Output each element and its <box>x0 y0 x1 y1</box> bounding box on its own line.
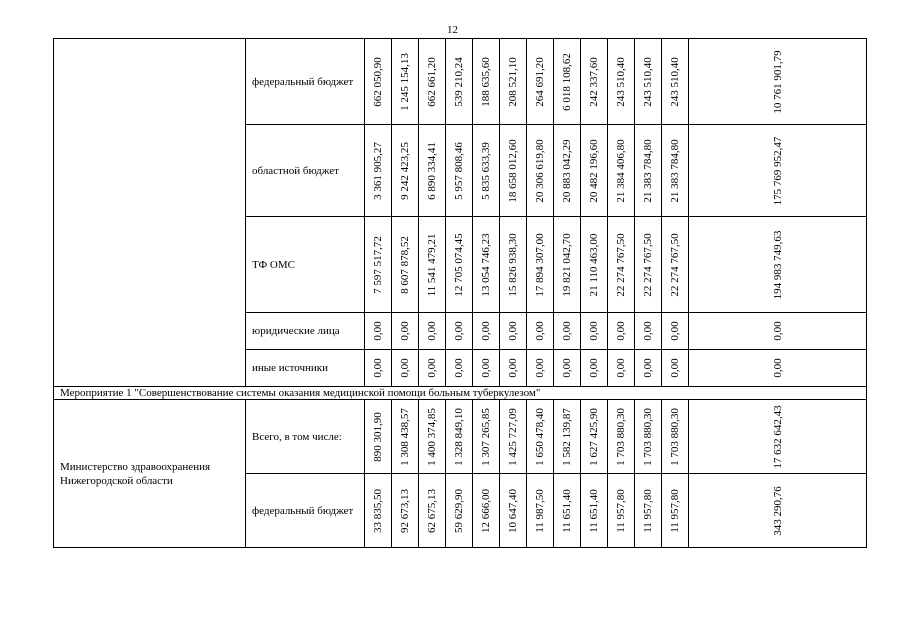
year-value: 208 521,10 <box>507 56 519 107</box>
year-value: 11 651,40 <box>561 488 573 533</box>
year-value-cell <box>662 125 689 217</box>
year-value-cell <box>608 313 635 350</box>
year-value-cell <box>446 217 473 313</box>
year-value: 0,00 <box>561 321 573 341</box>
total-cell <box>689 39 867 125</box>
year-value: 59 629,90 <box>453 488 465 533</box>
year-value-cell <box>473 474 500 548</box>
year-value-cell <box>500 217 527 313</box>
year-value-cell <box>581 313 608 350</box>
year-value-cell <box>608 350 635 387</box>
year-value: 0,00 <box>588 321 600 341</box>
year-value: 890 301,90 <box>372 411 384 462</box>
year-value: 0,00 <box>615 358 627 378</box>
year-value: 21 110 463,00 <box>588 233 600 296</box>
total-cell <box>689 217 867 313</box>
year-value: 0,00 <box>453 358 465 378</box>
year-value: 11 957,80 <box>615 488 627 533</box>
year-value-cell <box>662 217 689 313</box>
year-value-cell <box>608 474 635 548</box>
year-value: 0,00 <box>561 358 573 378</box>
year-value: 0,00 <box>642 358 654 378</box>
year-value-cell <box>392 125 419 217</box>
year-value-cell <box>500 313 527 350</box>
year-value: 243 510,40 <box>642 56 654 107</box>
year-value: 3 361 905,27 <box>372 141 384 200</box>
year-value-cell <box>662 474 689 548</box>
year-value-cell <box>527 313 554 350</box>
page-number: 12 <box>447 24 458 36</box>
year-value-cell <box>419 217 446 313</box>
year-value: 242 337,60 <box>588 56 600 107</box>
year-value-cell <box>635 125 662 217</box>
year-value: 20 482 196,60 <box>588 138 600 203</box>
year-value-cell <box>581 350 608 387</box>
year-value: 0,00 <box>507 358 519 378</box>
year-value: 19 821 042,70 <box>561 232 573 297</box>
year-value-cell <box>473 350 500 387</box>
year-value: 1 245 154,13 <box>399 52 411 111</box>
year-value-cell <box>365 313 392 350</box>
year-value: 264 691,20 <box>534 56 546 107</box>
year-value-cell <box>446 474 473 548</box>
year-value-cell <box>554 313 581 350</box>
funding-source: федеральный бюджет <box>246 39 365 125</box>
year-value: 1 703 880,30 <box>669 407 681 466</box>
total-value: 175 769 952,47 <box>771 136 784 205</box>
year-value: 5 957 808,46 <box>453 141 465 200</box>
year-value-cell <box>554 125 581 217</box>
funding-source: областной бюджет <box>246 125 365 217</box>
year-value-cell <box>608 217 635 313</box>
year-value-cell <box>446 350 473 387</box>
year-value: 188 635,60 <box>480 56 492 107</box>
event-title: Мероприятие 1 "Совершенствование системы оказания медицинской помощи больным туберкулезом" <box>54 387 867 400</box>
funding-block-1 <box>54 39 867 387</box>
year-value: 9 242 423,25 <box>399 141 411 200</box>
year-value-cell <box>446 125 473 217</box>
year-value: 243 510,40 <box>669 56 681 107</box>
funding-source: Всего, в том числе: <box>246 400 365 474</box>
total-value: 10 761 901,79 <box>771 49 784 114</box>
year-value-cell <box>581 474 608 548</box>
year-value: 0,00 <box>426 321 438 341</box>
year-value: 62 675,13 <box>426 488 438 533</box>
table-row <box>54 400 867 474</box>
total-cell <box>689 125 867 217</box>
year-value-cell <box>662 350 689 387</box>
organization-cell: Министерство здравоохранения Нижегородской области <box>54 400 246 548</box>
year-value: 11 957,80 <box>642 488 654 533</box>
year-value-cell <box>419 125 446 217</box>
year-value-cell <box>527 217 554 313</box>
total-cell <box>689 350 867 387</box>
year-value-cell <box>392 350 419 387</box>
year-value: 0,00 <box>399 321 411 341</box>
year-value-cell <box>635 313 662 350</box>
year-value-cell <box>392 400 419 474</box>
year-value: 22 274 767,50 <box>615 232 627 297</box>
year-value: 0,00 <box>426 358 438 378</box>
total-value: 343 290,76 <box>771 485 784 536</box>
table-row <box>54 39 867 125</box>
year-value: 0,00 <box>399 358 411 378</box>
year-value: 21 384 406,80 <box>615 138 627 203</box>
year-value: 20 306 619,80 <box>534 138 546 203</box>
year-value-cell <box>446 39 473 125</box>
year-value-cell <box>365 217 392 313</box>
year-value-cell <box>419 474 446 548</box>
year-value-cell <box>473 39 500 125</box>
year-value: 0,00 <box>669 358 681 378</box>
year-value-cell <box>554 400 581 474</box>
year-value: 8 607 878,52 <box>399 235 411 294</box>
total-cell <box>689 474 867 548</box>
year-value: 1 308 438,57 <box>399 407 411 466</box>
year-value: 662 661,20 <box>426 56 438 107</box>
organization-cell <box>54 39 246 387</box>
year-value: 6 018 108,62 <box>561 52 573 111</box>
total-value: 0,00 <box>771 358 784 378</box>
year-value-cell <box>473 313 500 350</box>
year-value: 243 510,40 <box>615 56 627 107</box>
event-row <box>54 387 867 400</box>
year-value: 0,00 <box>534 321 546 341</box>
year-value-cell <box>365 474 392 548</box>
year-value: 1 328 849,10 <box>453 407 465 466</box>
year-value: 1 650 478,40 <box>534 407 546 466</box>
year-value: 5 835 633,39 <box>480 141 492 200</box>
year-value-cell <box>500 125 527 217</box>
year-value: 0,00 <box>480 358 492 378</box>
year-value: 0,00 <box>507 321 519 341</box>
year-value-cell <box>473 125 500 217</box>
year-value-cell <box>419 313 446 350</box>
year-value-cell <box>527 350 554 387</box>
year-value-cell <box>392 217 419 313</box>
year-value-cell <box>635 350 662 387</box>
year-value: 11 987,50 <box>534 488 546 533</box>
year-value-cell <box>527 400 554 474</box>
year-value-cell <box>473 400 500 474</box>
year-value: 12 666,00 <box>480 488 492 533</box>
year-value: 22 274 767,50 <box>642 232 654 297</box>
total-cell <box>689 313 867 350</box>
year-value-cell <box>527 125 554 217</box>
year-value: 539 210,24 <box>453 56 465 107</box>
budget-table <box>53 38 867 548</box>
year-value: 1 627 425,90 <box>588 407 600 466</box>
year-value-cell <box>500 39 527 125</box>
year-value-cell <box>554 474 581 548</box>
year-value-cell <box>581 125 608 217</box>
year-value: 0,00 <box>453 321 465 341</box>
year-value-cell <box>608 400 635 474</box>
year-value: 21 383 784,80 <box>669 138 681 203</box>
year-value: 15 826 938,30 <box>507 232 519 297</box>
year-value-cell <box>635 474 662 548</box>
year-value: 22 274 767,50 <box>669 232 681 297</box>
year-value: 7 597 517,72 <box>372 235 384 294</box>
total-value: 17 632 642,43 <box>771 404 784 469</box>
year-value: 662 050,90 <box>372 56 384 107</box>
year-value-cell <box>527 39 554 125</box>
year-value-cell <box>419 350 446 387</box>
year-value: 0,00 <box>642 321 654 341</box>
year-value-cell <box>608 39 635 125</box>
year-value-cell <box>662 39 689 125</box>
year-value-cell <box>581 39 608 125</box>
year-value: 11 541 479,21 <box>426 233 438 296</box>
year-value-cell <box>635 217 662 313</box>
year-value: 0,00 <box>588 358 600 378</box>
year-value: 0,00 <box>615 321 627 341</box>
year-value-cell <box>473 217 500 313</box>
year-value-cell <box>581 217 608 313</box>
year-value-cell <box>500 400 527 474</box>
year-value-cell <box>365 125 392 217</box>
year-value-cell <box>635 400 662 474</box>
year-value: 21 383 784,80 <box>642 138 654 203</box>
year-value: 1 425 727,09 <box>507 407 519 466</box>
year-value: 92 673,13 <box>399 488 411 533</box>
year-value-cell <box>635 39 662 125</box>
year-value: 11 957,80 <box>669 488 681 533</box>
year-value: 1 400 374,85 <box>426 407 438 466</box>
year-value: 1 703 880,30 <box>642 407 654 466</box>
year-value: 13 054 746,23 <box>480 232 492 297</box>
year-value-cell <box>392 39 419 125</box>
year-value-cell <box>527 474 554 548</box>
year-value-cell <box>662 400 689 474</box>
year-value-cell <box>392 474 419 548</box>
year-value: 10 647,40 <box>507 488 519 533</box>
year-value: 20 883 042,29 <box>561 138 573 203</box>
year-value-cell <box>554 217 581 313</box>
year-value-cell <box>392 313 419 350</box>
year-value-cell <box>419 400 446 474</box>
year-value-cell <box>554 350 581 387</box>
year-value-cell <box>554 39 581 125</box>
year-value-cell <box>419 39 446 125</box>
year-value: 1 307 265,85 <box>480 407 492 466</box>
year-value-cell <box>608 125 635 217</box>
year-value-cell <box>500 474 527 548</box>
year-value-cell <box>500 350 527 387</box>
year-value: 12 705 074,45 <box>453 232 465 297</box>
year-value: 1 703 880,30 <box>615 407 627 466</box>
funding-source: иные источники <box>246 350 365 387</box>
year-value: 0,00 <box>480 321 492 341</box>
total-value: 0,00 <box>771 321 784 341</box>
funding-block-2 <box>54 400 867 548</box>
year-value-cell <box>662 313 689 350</box>
year-value-cell <box>446 313 473 350</box>
year-value: 17 894 307,00 <box>534 232 546 297</box>
funding-source: федеральный бюджет <box>246 474 365 548</box>
year-value: 0,00 <box>372 358 384 378</box>
year-value: 18 658 012,60 <box>507 138 519 203</box>
total-value: 194 983 749,63 <box>771 230 784 299</box>
year-value: 11 651,40 <box>588 488 600 533</box>
year-value: 33 835,50 <box>372 488 384 533</box>
year-value: 6 890 334,41 <box>426 141 438 200</box>
year-value-cell <box>581 400 608 474</box>
year-value: 1 582 139,87 <box>561 407 573 466</box>
year-value: 0,00 <box>372 321 384 341</box>
total-cell <box>689 400 867 474</box>
year-value-cell <box>365 350 392 387</box>
year-value-cell <box>365 39 392 125</box>
year-value-cell <box>446 400 473 474</box>
funding-source: юридические лица <box>246 313 365 350</box>
year-value: 0,00 <box>534 358 546 378</box>
year-value-cell <box>365 400 392 474</box>
funding-source: ТФ ОМС <box>246 217 365 313</box>
year-value: 0,00 <box>669 321 681 341</box>
